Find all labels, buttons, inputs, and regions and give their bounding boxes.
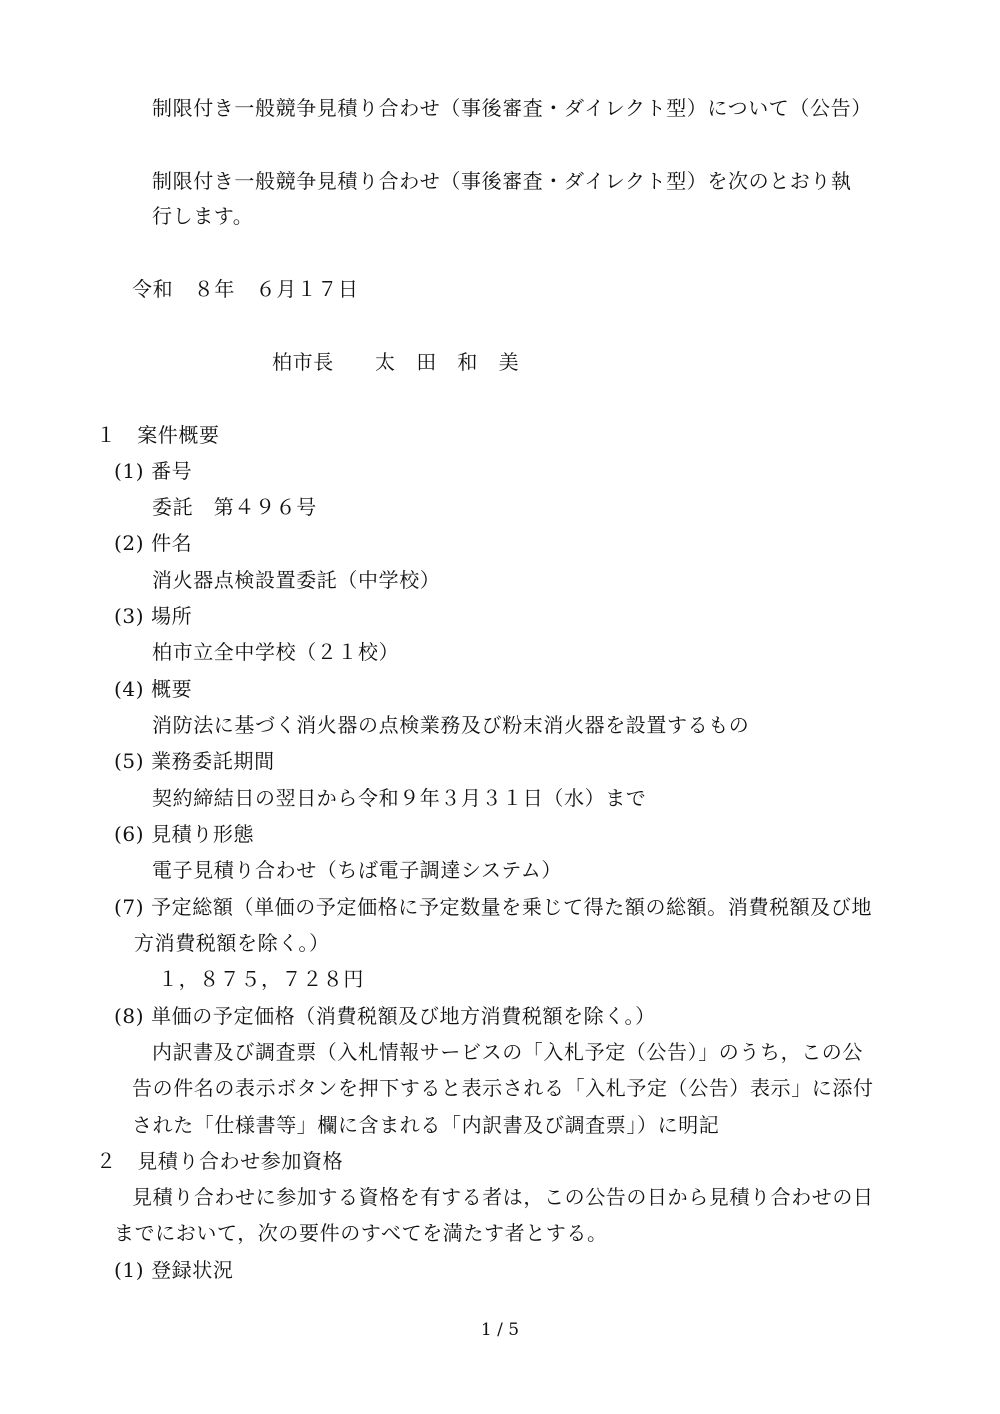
item-3-label: (3) 場所 — [114, 604, 193, 628]
section-2-body-line-1: 見積り合わせに参加する資格を有する者は，この公告の日から見積り合わせの日 — [132, 1185, 874, 1209]
item-6-label: (6) 見積り形態 — [114, 822, 255, 846]
document-title: 制限付き一般競争見積り合わせ（事後審査・ダイレクト型）について（公告） — [152, 96, 872, 120]
item-7-value: １，８７５，７２８円 — [158, 967, 364, 991]
item-8-value-line-3: された「仕様書等」欄に含まれる「内訳書及び調査票」）に明記 — [132, 1113, 720, 1137]
item-1-label: (1) 番号 — [114, 459, 193, 483]
announcement-date: 令和 ８年 ６月１７日 — [132, 277, 359, 301]
item-2-label: (2) 件名 — [114, 531, 193, 555]
item-4-label: (4) 概要 — [114, 677, 193, 701]
item-2-value: 消火器点検設置委託（中学校） — [152, 568, 441, 592]
section-1-heading: １ 案件概要 — [96, 423, 220, 447]
item-7-label-continued: 方消費税額を除く。） — [134, 931, 330, 955]
item-5-label: (5) 業務委託期間 — [114, 749, 275, 773]
intro-line-1: 制限付き一般競争見積り合わせ（事後審査・ダイレクト型）を次のとおり執 — [152, 169, 852, 193]
item-7-label: (7) 予定総額（単価の予定価格に予定数量を乗じて得た額の総額。消費税額及び地 — [114, 895, 873, 919]
section-2-item-1-label: (1) 登録状況 — [114, 1258, 234, 1282]
item-5-value: 契約締結日の翌日から令和９年３月３１日（水）まで — [152, 786, 647, 810]
issuer-signature: 柏市長 太 田 和 美 — [272, 350, 520, 374]
item-3-value: 柏市立全中学校（２１校） — [152, 640, 400, 664]
intro-line-2: 行します。 — [152, 204, 254, 228]
item-8-value-line-2: 告の件名の表示ボタンを押下すると表示される「入札予定（公告）表示」に添付 — [132, 1076, 874, 1100]
section-2-body-line-2: までにおいて，次の要件のすべてを満たす者とする。 — [114, 1221, 608, 1245]
page-number: 1 / 5 — [480, 1320, 520, 1340]
item-8-value-line-1: 内訳書及び調査票（入札情報サービスの「入札予定（公告）」のうち，この公 — [152, 1040, 863, 1064]
item-1-value: 委託 第４９６号 — [152, 495, 317, 519]
item-4-value: 消防法に基づく消火器の点検業務及び粉末消火器を設置するもの — [152, 713, 750, 737]
section-2-heading: ２ 見積り合わせ参加資格 — [96, 1149, 344, 1173]
item-6-value: 電子見積り合わせ（ちば電子調達システム） — [152, 858, 562, 882]
item-8-label: (8) 単価の予定価格（消費税額及び地方消費税額を除く。） — [114, 1004, 656, 1028]
